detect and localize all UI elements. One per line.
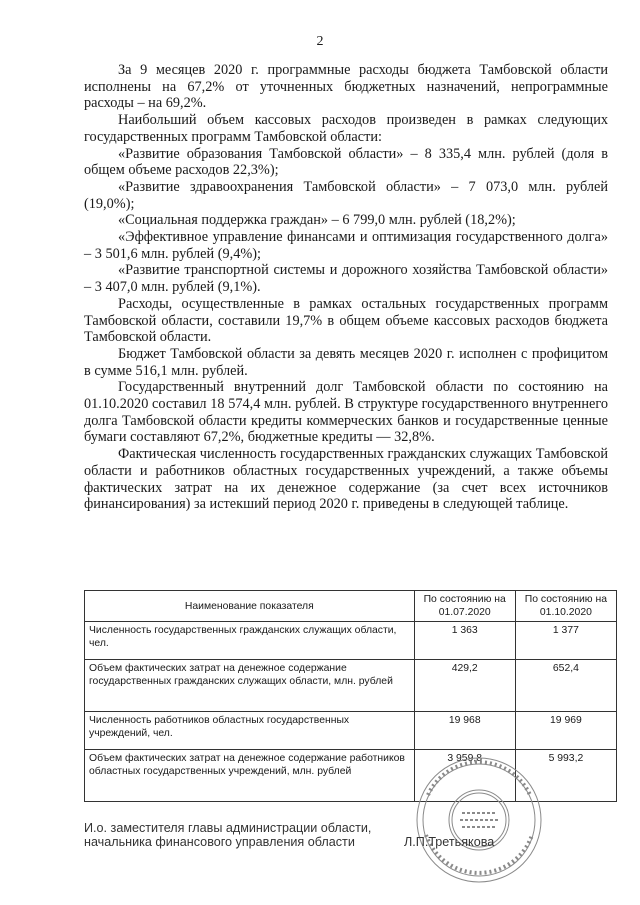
signature-block — [84, 821, 624, 849]
table-header-date-1: По состоянию на 01.07.2020 — [414, 591, 515, 622]
table-cell-label: Численность работников областных государственных учреждений, чел. — [85, 712, 415, 750]
signature-title-line-1: И.о. заместителя главы администрации области, — [84, 821, 372, 835]
signature-title-line-2: начальника финансового управления области — [84, 835, 355, 849]
table-row — [85, 712, 617, 750]
document-body — [84, 62, 608, 513]
page-number: 2 — [316, 34, 324, 49]
table-cell-value: 3 959,8 — [414, 750, 515, 802]
table-row — [85, 660, 617, 712]
paragraph-surplus: Бюджет Тамбовской области за девять месяцев 2020 г. исполнен с профицитом в сумме 516,1 млн. рублей. — [84, 345, 608, 379]
paragraph-social-support: «Социальная поддержка граждан» – 6 799,0 млн. рублей (18,2%); — [118, 212, 516, 229]
table-cell-value: 1 363 — [414, 622, 515, 660]
table-cell-value: 1 377 — [515, 622, 616, 660]
paragraph-transport: «Развитие транспортной системы и дорожного хозяйства Тамбовской области» – 3 407,0 млн. рублей (9,1%). — [84, 262, 608, 296]
official-seal-icon — [414, 755, 544, 885]
signature-name: Л.П.Третьякова — [404, 835, 495, 849]
paragraph-healthcare: «Развитие здравоохранения Тамбовской области» – 7 073,0 млн. рублей (19,0%); — [84, 178, 608, 212]
paragraph-staff: Фактическая численность государственных гражданских служащих Тамбовской области и работников областных государственных учреждений, а также объемы фактических затрат на их денежное содержание (за счет всех источников финансирования) за истекший период 2020 г. приведены в следующей таблице. — [84, 446, 608, 513]
paragraph-program-expenses: За 9 месяцев 2020 г. программные расходы бюджета Тамбовской области исполнены на 67,2% от уточненных бюджетных назначений, непрограммные расходы – на 69,2%. — [84, 62, 608, 112]
table-header-indicator: Наименование показателя — [85, 591, 415, 622]
table-cell-label: Объем фактических затрат на денежное содержание государственных гражданских служащих области, млн. рублей — [85, 660, 415, 712]
paragraph-education: «Развитие образования Тамбовской области» – 8 335,4 млн. рублей (доля в общем объеме расходов 22,3%); — [84, 145, 608, 179]
table-header-row — [85, 591, 617, 622]
table-header-date-2: По состоянию на 01.10.2020 — [515, 591, 616, 622]
table-row — [85, 622, 617, 660]
paragraph-finance-management: «Эффективное управление финансами и оптимизация государственного долга» – 3 501,6 млн. рублей (9,4%); — [84, 229, 608, 262]
table-cell-value: 5 993,2 — [515, 750, 616, 802]
paragraph-debt: Государственный внутренний долг Тамбовской области по состоянию на 01.10.2020 составил 18 574,4 млн. рублей. В структуре государственного внутреннего долга Тамбовской области кредиты коммерческих банков и государственные ценные бумаги составляют 67,2%, бюджетные кредиты — 32,8%. — [84, 379, 608, 446]
table-cell-value: 19 968 — [414, 712, 515, 750]
paragraph-largest-expenses: Наибольший объем кассовых расходов произведен в рамках следующих государственных программ Тамбовской области: — [84, 112, 608, 145]
table-cell-value: 429,2 — [414, 660, 515, 712]
paragraph-other-programs: Расходы, осуществленные в рамках остальных государственных программ Тамбовской области, составили 19,7% в общем объеме кассовых расходов бюджета Тамбовской области. — [84, 295, 608, 346]
table-cell-label: Объем фактических затрат на денежное содержание работников областных государственных учреждений, млн. рублей — [85, 750, 415, 802]
table-cell-label: Численность государственных гражданских служащих области, чел. — [85, 622, 415, 660]
table-cell-value: 652,4 — [515, 660, 616, 712]
table-cell-value: 19 969 — [515, 712, 616, 750]
